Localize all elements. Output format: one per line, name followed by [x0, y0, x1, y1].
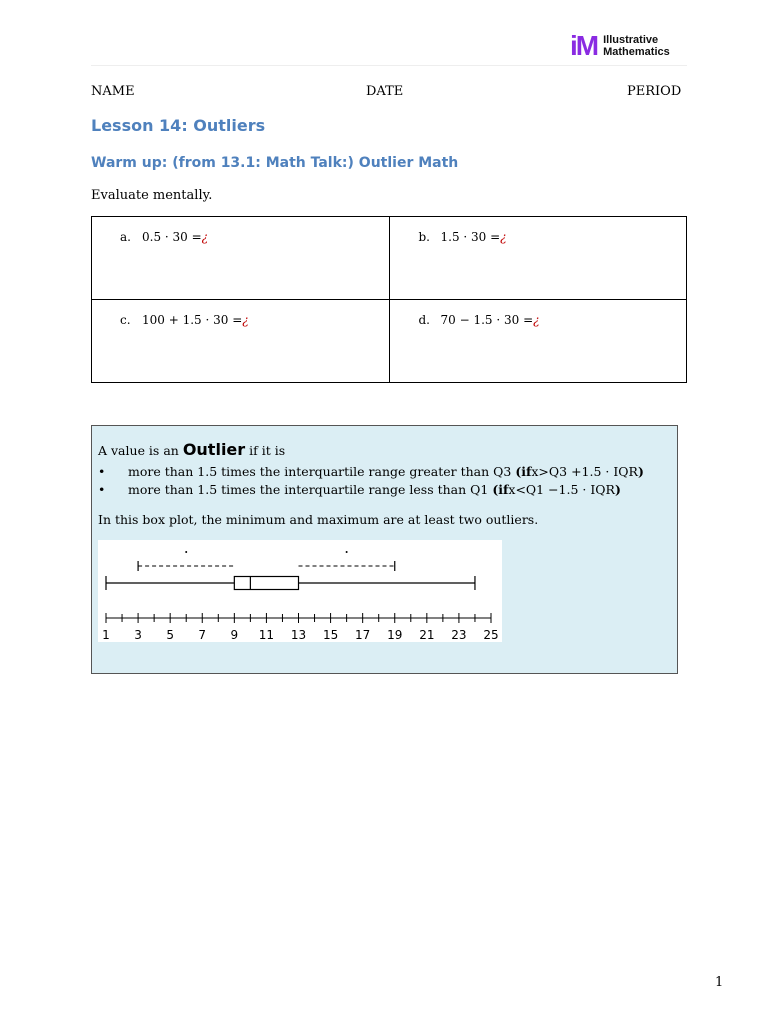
header-rule [91, 65, 687, 66]
intro-post: if it is [249, 443, 286, 458]
problem-mark: ¿ [242, 313, 249, 327]
tick-label: 1 [102, 628, 110, 642]
bullet-2-expr: x<Q1 −1.5 · IQR [508, 482, 615, 497]
paren-open: (if [492, 482, 509, 497]
page-number: 1 [715, 975, 724, 990]
paren-close: ) [637, 464, 644, 479]
problem-expr: 1.5 · 30 = [440, 230, 501, 244]
problem-cell-d [389, 300, 687, 383]
problem-cell-a [92, 217, 390, 300]
tick-label: 23 [451, 628, 467, 642]
bullet-2-text: more than 1.5 times the interquartile range less than Q1 [128, 482, 489, 497]
tick-label: 13 [290, 628, 307, 642]
problem-cell-c [92, 300, 390, 383]
box-plot-note: In this box plot, the minimum and maximum are at least two outliers. [98, 512, 539, 527]
upper-fence-midpoint-dot [346, 551, 348, 553]
iqr-box [234, 577, 298, 590]
tick-label: 25 [483, 628, 499, 642]
logo-line-1: Illustrative [603, 34, 659, 46]
problem-mark: ¿ [533, 313, 540, 327]
problem-a [120, 230, 208, 244]
problem-b [419, 230, 507, 244]
problem-c [120, 313, 249, 327]
problem-cell-b [389, 217, 687, 300]
problem-d [419, 313, 540, 327]
outlier-word: Outlier [182, 440, 246, 459]
problem-label: b. [418, 230, 430, 244]
definition-bullet-2 [98, 482, 621, 497]
illustrative-mathematics-logo [570, 30, 670, 61]
tick-label: 17 [355, 628, 371, 642]
tick-label: 7 [198, 628, 207, 642]
name-label: NAME [91, 84, 135, 99]
intro-pre: A value is an [98, 443, 179, 458]
problem-mark: ¿ [201, 230, 209, 244]
definition-intro [98, 440, 285, 459]
date-label: DATE [366, 84, 404, 99]
problem-expr: 100 + 1.5 · 30 = [142, 313, 243, 327]
bullet-1-text: more than 1.5 times the interquartile range greater than Q3 [128, 464, 512, 479]
tick-label: 5 [166, 628, 174, 642]
bullet: • [98, 464, 106, 479]
tick-label: 3 [134, 628, 142, 642]
problem-mark: ¿ [500, 230, 507, 244]
period-label: PERIOD [627, 84, 682, 99]
problem-label: d. [418, 313, 430, 327]
warmup-title: Warm up: (from 13.1: Math Talk:) Outlier Math [91, 155, 459, 171]
tick-label: 15 [322, 628, 339, 642]
lesson-title: Lesson 14: Outliers [91, 116, 266, 135]
box-plot [98, 540, 502, 642]
problem-label: a. [120, 230, 131, 244]
tick-label: 19 [387, 628, 403, 642]
paren-open: (if [515, 464, 532, 479]
logo-text [603, 34, 670, 58]
definition-bullet-1 [98, 464, 644, 479]
paren-close: ) [614, 482, 621, 497]
lower-fence-midpoint-dot [185, 551, 187, 553]
problem-expr: 0.5 · 30 = [142, 230, 202, 244]
tick-label: 9 [230, 628, 239, 642]
bullet: • [98, 482, 106, 497]
problem-label: c. [120, 313, 131, 327]
tick-label: 11 [258, 628, 275, 642]
bullet-1-expr: x>Q3 +1.5 · IQR [531, 464, 638, 479]
logo-line-2: Mathematics [603, 46, 670, 58]
instruction: Evaluate mentally. [91, 188, 213, 203]
problems-table [91, 216, 687, 383]
box-plot-panel [98, 540, 502, 642]
tick-label: 21 [419, 628, 435, 642]
problem-expr: 70 − 1.5 · 30 = [440, 313, 534, 327]
logo-mark: iM [570, 30, 598, 61]
outlier-definition-box [91, 425, 678, 674]
